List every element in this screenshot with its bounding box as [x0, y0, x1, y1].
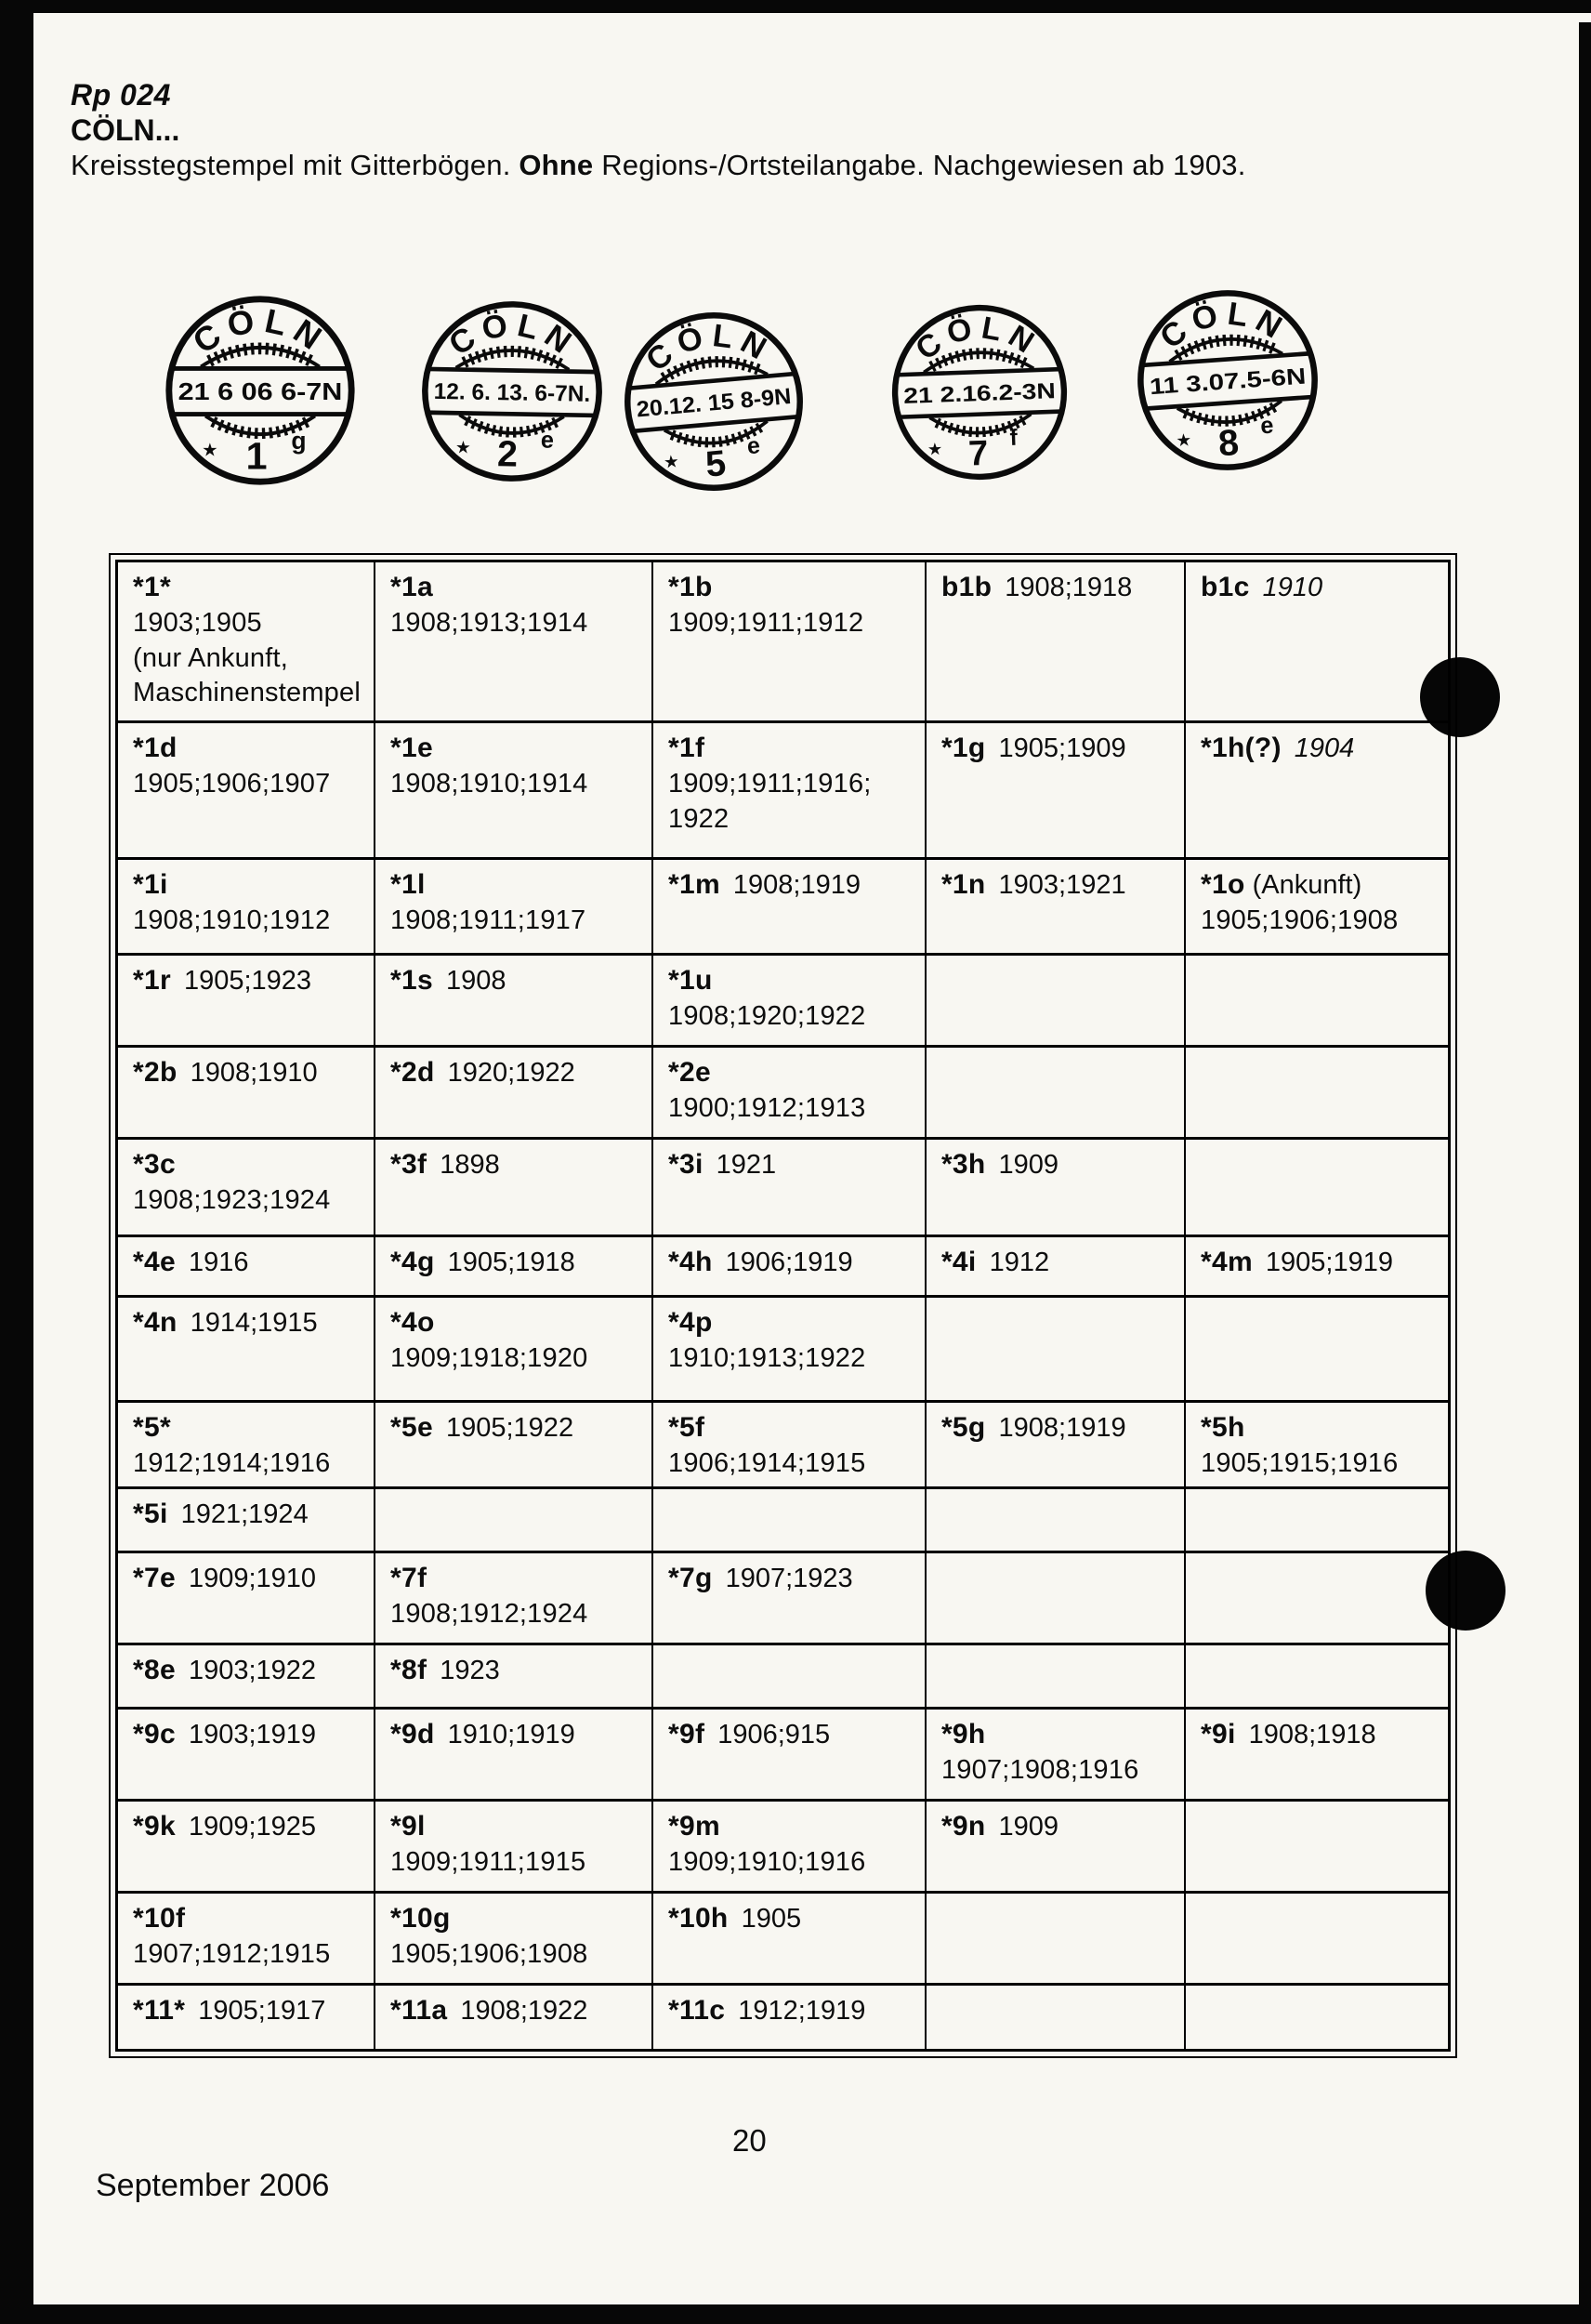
- table-cell: [118, 1489, 375, 1551]
- table-cell: [375, 1140, 653, 1235]
- postmark-years: 1905: [741, 1904, 802, 1934]
- postmark-code: *2e: [667, 1057, 711, 1088]
- postmark-years: 1905;1918: [447, 1248, 575, 1277]
- table-cell: [927, 1986, 1186, 2049]
- postmark-years: 1908;1910;1914: [390, 768, 588, 799]
- table-cell: [375, 860, 653, 953]
- postmark-years: 1916: [188, 1248, 249, 1277]
- stamp-city-text: CÖLN: [639, 318, 779, 379]
- table-cell: [118, 1298, 375, 1400]
- table-cell: [375, 1802, 653, 1891]
- postmark-years: 1908;1919: [732, 870, 861, 900]
- postmark-note: (Ankunft): [1252, 870, 1362, 900]
- table-cell: [375, 1298, 653, 1400]
- postmark-code: *5e: [390, 1412, 433, 1443]
- postmark-stamp: [611, 298, 816, 504]
- postmark-code: b1c: [1200, 572, 1250, 602]
- table-row: [118, 723, 1448, 860]
- table-cell: [375, 1489, 653, 1551]
- postmark-code: *10f: [133, 1903, 186, 1934]
- postmark-years: 1905;1919: [1265, 1248, 1394, 1277]
- postmark-years: 1905;1915;1916: [1200, 1447, 1399, 1478]
- postmark-years: 1909;1911;1916;: [667, 768, 872, 799]
- postmark-years: 1905;1906;1907: [133, 768, 331, 799]
- table-cell: [375, 1645, 653, 1707]
- table-cell: [927, 723, 1186, 857]
- table-row: [118, 1140, 1448, 1237]
- table-cell: [927, 1048, 1186, 1137]
- stamp-district-number: 2: [496, 433, 519, 475]
- postmark-stamp: [884, 297, 1076, 489]
- table-row: [118, 1710, 1448, 1802]
- postmark-years: 1909;1911;1912: [667, 607, 864, 638]
- postmark-years: 1909;1911;1915: [390, 1846, 586, 1877]
- postmark-table: [115, 560, 1451, 2052]
- postmark-years: 1905;1906;1908: [1200, 905, 1399, 935]
- postmark-years: 1909;1925: [188, 1812, 317, 1842]
- postmark-years: 1898: [440, 1150, 500, 1180]
- scan-edge-top: [0, 0, 1591, 13]
- table-cell: [1186, 860, 1448, 953]
- postmark-years: 1908: [445, 966, 506, 996]
- stamp-star: ★: [454, 437, 471, 457]
- stamp-letter: f: [1009, 425, 1019, 452]
- postmark-code: *4m: [1200, 1247, 1253, 1277]
- postmark-years: 1908;1910;1912: [133, 905, 331, 935]
- table-cell: [927, 1403, 1186, 1486]
- table-cell: [118, 1894, 375, 1983]
- table-cell: [375, 1237, 653, 1295]
- postmark-code: *5i: [133, 1499, 168, 1529]
- postmark-years: 1908;1919: [998, 1413, 1126, 1443]
- table-row: [118, 1553, 1448, 1645]
- stamp-letter: e: [540, 427, 555, 454]
- postmark-table-border: [109, 553, 1457, 2058]
- postmark-code: *11c: [667, 1995, 726, 2026]
- stamp-star: ★: [202, 440, 218, 461]
- table-cell: [1186, 956, 1448, 1045]
- stamp-date-text: 21 2.16.2-3N: [902, 380, 1032, 409]
- postmark-code: *9f: [667, 1719, 705, 1750]
- postmark-years: 1908;1910: [190, 1058, 318, 1088]
- table-cell: [1186, 1140, 1448, 1235]
- stamp-letter: e: [1259, 412, 1275, 440]
- table-cell: [375, 562, 653, 720]
- table-cell: [927, 1553, 1186, 1643]
- postmark-years: 1912;1919: [738, 1996, 866, 2026]
- postmark-years: 1909: [998, 1150, 1059, 1180]
- postmark-code: *8e: [133, 1655, 176, 1685]
- postmark-code: *1l: [390, 869, 426, 900]
- postmark-code: *5h: [1200, 1412, 1245, 1443]
- stamp-district-number: 7: [967, 432, 990, 474]
- postmark-years: 1921: [716, 1150, 777, 1180]
- table-cell: [1186, 562, 1448, 720]
- table-cell: [1186, 1048, 1448, 1137]
- postmark-years: 1922: [667, 803, 730, 834]
- postmark-years: 1906;1919: [725, 1248, 853, 1277]
- stamp-date-text: 20.12. 15 8-9N: [635, 384, 785, 423]
- postmark-years: 1912;1914;1916: [133, 1447, 331, 1478]
- postmark-years: 1909;1910;1916: [667, 1846, 866, 1877]
- postmark-code: *5g: [940, 1412, 986, 1443]
- postmark-years: 1905;1917: [198, 1996, 326, 2026]
- table-cell: [118, 1645, 375, 1707]
- table-cell: [375, 1710, 653, 1799]
- table-cell: [927, 1140, 1186, 1235]
- table-cell: [118, 1710, 375, 1799]
- postmark-years: 1905;1906;1908: [390, 1938, 588, 1969]
- stamp-date-text: 21 6 06 6-7N: [178, 378, 343, 405]
- table-cell: [653, 1048, 927, 1137]
- table-row: [118, 1237, 1448, 1298]
- catalog-ref: Rp 024: [71, 78, 171, 112]
- table-cell: [653, 860, 927, 953]
- table-cell: [927, 562, 1186, 720]
- table-row: [118, 562, 1448, 723]
- scan-edge-left: [0, 0, 33, 2324]
- table-cell: [653, 1553, 927, 1643]
- postmark-code: *1o: [1200, 869, 1245, 900]
- table-row: [118, 1298, 1448, 1403]
- postmark-code: *9c: [133, 1719, 176, 1750]
- table-cell: [653, 956, 927, 1045]
- postmark-years: 1904: [1294, 733, 1355, 763]
- table-cell: [653, 1403, 927, 1486]
- stamp-city-text: CÖLN: [909, 310, 1045, 367]
- description-bold: Ohne: [519, 149, 594, 181]
- postmark-code: *4o: [390, 1307, 435, 1338]
- table-cell: [653, 1645, 927, 1707]
- table-cell: [375, 1553, 653, 1643]
- postmark-code: *7e: [133, 1563, 176, 1593]
- table-cell: [927, 956, 1186, 1045]
- table-row: [118, 1986, 1448, 2049]
- postmark-code: *1s: [390, 965, 433, 996]
- postmark-code: *5*: [133, 1412, 171, 1443]
- table-cell: [1186, 1645, 1448, 1707]
- postmark-years: 1908;1918: [1005, 573, 1133, 602]
- postmark-code: *1m: [667, 869, 720, 900]
- page-description: [71, 149, 1246, 182]
- table-cell: [927, 1298, 1186, 1400]
- postmark-code: *1*: [133, 572, 171, 602]
- table-cell: [1186, 1986, 1448, 2049]
- stamp-letter: e: [745, 432, 761, 460]
- table-cell: [653, 562, 927, 720]
- scan-edge-right: [1579, 22, 1591, 2305]
- table-row: [118, 860, 1448, 956]
- table-cell: [118, 1802, 375, 1891]
- postmark-years: 1909: [998, 1812, 1059, 1842]
- postmark-years: 1923: [440, 1656, 500, 1685]
- table-cell: [653, 1298, 927, 1400]
- postmark-code: *9l: [390, 1811, 426, 1842]
- postmark-code: *3c: [133, 1149, 176, 1180]
- postmark-stamp: [1125, 278, 1330, 482]
- postmark-years: 1910;1919: [447, 1720, 575, 1750]
- postmark-years: 1906;1914;1915: [667, 1447, 866, 1478]
- table-row: [118, 1489, 1448, 1553]
- table-row: [118, 1403, 1448, 1489]
- table-cell: [653, 1986, 927, 2049]
- table-cell: [118, 1140, 375, 1235]
- table-cell: [653, 1894, 927, 1983]
- table-cell: [653, 1802, 927, 1891]
- issue-date: September 2006: [96, 2168, 330, 2203]
- table-cell: [1186, 1298, 1448, 1400]
- postmark-years: Maschinenstempel: [133, 678, 361, 708]
- stamp-star: ★: [663, 451, 680, 472]
- postmark-years: 1914;1915: [190, 1308, 318, 1338]
- table-cell: [118, 860, 375, 953]
- postmark-years: 1905;1923: [183, 966, 312, 996]
- table-row: [118, 1645, 1448, 1710]
- table-cell: [927, 1894, 1186, 1983]
- postmark-code: *9k: [133, 1811, 176, 1842]
- postmark-code: *3i: [667, 1149, 703, 1180]
- description-post: Regions-/Ortsteilangabe. Nachgewiesen ab 1903.: [593, 149, 1246, 181]
- postmark-code: *4g: [390, 1247, 435, 1277]
- table-row: [118, 956, 1448, 1048]
- postmark-code: *4n: [133, 1307, 178, 1338]
- postmark-years: 1920;1922: [447, 1058, 575, 1088]
- postmark-code: *1h(?): [1200, 733, 1282, 763]
- table-cell: [1186, 1710, 1448, 1799]
- table-cell: [1186, 1894, 1448, 1983]
- table-cell: [118, 723, 375, 857]
- postmark-code: *4e: [133, 1247, 176, 1277]
- postmark-years: 1908;1920;1922: [667, 1000, 866, 1031]
- table-cell: [375, 723, 653, 857]
- postmark-code: *3f: [390, 1149, 427, 1180]
- table-cell: [118, 1986, 375, 2049]
- scan-edge-bottom: [0, 2304, 1591, 2324]
- postmark-stamp: [414, 294, 610, 489]
- postmark-years: 1908;1913;1914: [390, 607, 588, 638]
- postmark-years: 1908;1922: [460, 1996, 588, 2026]
- postmark-code: *9h: [940, 1719, 986, 1750]
- stamp-city-text: CÖLN: [186, 300, 335, 362]
- postmark-code: *5f: [667, 1412, 705, 1443]
- table-cell: [653, 1489, 927, 1551]
- page-number: 20: [732, 2123, 767, 2158]
- postmark-code: *11a: [390, 1995, 448, 2026]
- table-row: [118, 1802, 1448, 1894]
- stamp-star: ★: [927, 439, 943, 459]
- postmark-code: *9d: [390, 1719, 435, 1750]
- postmark-code: *1b: [667, 572, 713, 602]
- postmark-code: *9n: [940, 1811, 986, 1842]
- postmark-years: 1903;1905: [133, 607, 262, 638]
- table-cell: [118, 956, 375, 1045]
- page-title: CÖLN...: [71, 113, 180, 147]
- postmark-stamp: [160, 290, 361, 491]
- stamp-city-text: CÖLN: [1153, 296, 1294, 356]
- table-cell: [927, 860, 1186, 953]
- postmark-code: *11*: [133, 1995, 186, 2026]
- table-cell: [1186, 723, 1448, 857]
- postmark-years: 1905;1909: [998, 733, 1126, 763]
- postmark-code: *3h: [940, 1149, 986, 1180]
- postmark-years: 1912: [989, 1248, 1050, 1277]
- table-cell: [653, 723, 927, 857]
- postmark-years: 1900;1912;1913: [667, 1092, 866, 1123]
- table-cell: [118, 1237, 375, 1295]
- postmark-code: *7g: [667, 1563, 713, 1593]
- table-cell: [118, 1403, 375, 1486]
- stamp-district-number: 5: [703, 442, 728, 485]
- postmark-code: *9m: [667, 1811, 720, 1842]
- table-row: [118, 1894, 1448, 1986]
- postmark-years: 1921;1924: [180, 1499, 309, 1529]
- table-cell: [375, 1048, 653, 1137]
- table-cell: [375, 1403, 653, 1486]
- postmark-years: 1907;1923: [725, 1564, 853, 1593]
- postmark-years: 1908;1923;1924: [133, 1184, 331, 1215]
- postmark-code: *1i: [133, 869, 168, 900]
- table-cell: [1186, 1489, 1448, 1551]
- postmark-code: *1g: [940, 733, 986, 763]
- postmark-code: *1n: [940, 869, 986, 900]
- postmark-code: *1r: [133, 965, 171, 996]
- stamp-district-number: 1: [245, 434, 268, 478]
- stamp-letter: g: [291, 426, 307, 455]
- postmark-years: 1908;1911;1917: [390, 905, 586, 935]
- table-cell: [118, 1553, 375, 1643]
- postmark-code: *2d: [390, 1057, 435, 1088]
- postmark-code: *10h: [667, 1903, 729, 1934]
- table-cell: [927, 1237, 1186, 1295]
- table-cell: [118, 562, 375, 720]
- postmark-code: *2b: [133, 1057, 178, 1088]
- table-cell: [927, 1645, 1186, 1707]
- stamp-star: ★: [1175, 429, 1192, 451]
- postmark-years: 1909;1910: [188, 1564, 317, 1593]
- table-cell: [1186, 1403, 1448, 1486]
- table-cell: [375, 1894, 653, 1983]
- postmark-code: *1u: [667, 965, 713, 996]
- postmark-years: 1907;1912;1915: [133, 1938, 331, 1969]
- stamp-city-text: CÖLN: [442, 307, 584, 364]
- table-cell: [1186, 1553, 1448, 1643]
- postmark-years: 1908;1918: [1248, 1720, 1376, 1750]
- stamp-district-number: 8: [1216, 421, 1241, 465]
- postmark-code: *1f: [667, 733, 705, 763]
- postmark-years: 1906;915: [717, 1720, 831, 1750]
- postmark-code: *10g: [390, 1903, 451, 1934]
- table-row: [118, 1048, 1448, 1140]
- postmark-code: *1d: [133, 733, 178, 763]
- stamp-date-text: 11 3.07.5-6N: [1149, 365, 1280, 401]
- postmark-code: *1a: [390, 572, 433, 602]
- table-cell: [653, 1237, 927, 1295]
- description-pre: Kreisstegstempel mit Gitterbögen.: [71, 149, 519, 181]
- stamp-date-text: 12. 6. 13. 6-7N.: [433, 378, 590, 407]
- postmark-code: *7f: [390, 1563, 427, 1593]
- postmark-code: *4i: [940, 1247, 977, 1277]
- postmark-years: 1903;1922: [188, 1656, 317, 1685]
- postmark-years: (nur Ankunft,: [133, 642, 289, 673]
- table-cell: [653, 1140, 927, 1235]
- table-cell: [375, 1986, 653, 2049]
- table-cell: [1186, 1237, 1448, 1295]
- table-cell: [927, 1802, 1186, 1891]
- postmark-code: *4p: [667, 1307, 713, 1338]
- postmark-years: 1910: [1262, 573, 1323, 602]
- postmark-years: 1908;1912;1924: [390, 1598, 588, 1629]
- table-cell: [653, 1710, 927, 1799]
- postmark-years: 1903;1919: [188, 1720, 317, 1750]
- postmark-code: *1e: [390, 733, 433, 763]
- postmark-years: 1909;1918;1920: [390, 1342, 588, 1373]
- table-cell: [118, 1048, 375, 1137]
- postmark-years: 1903;1921: [998, 870, 1126, 900]
- postmark-years: 1907;1908;1916: [940, 1754, 1139, 1785]
- table-cell: [927, 1489, 1186, 1551]
- table-cell: [375, 956, 653, 1045]
- postmark-code: *8f: [390, 1655, 427, 1685]
- postmark-code: *9i: [1200, 1719, 1236, 1750]
- table-cell: [927, 1710, 1186, 1799]
- table-cell: [1186, 1802, 1448, 1891]
- postmark-code: b1b: [940, 572, 993, 602]
- postmark-code: *4h: [667, 1247, 713, 1277]
- postmark-years: 1905;1922: [445, 1413, 574, 1443]
- postmark-years: 1910;1913;1922: [667, 1342, 866, 1373]
